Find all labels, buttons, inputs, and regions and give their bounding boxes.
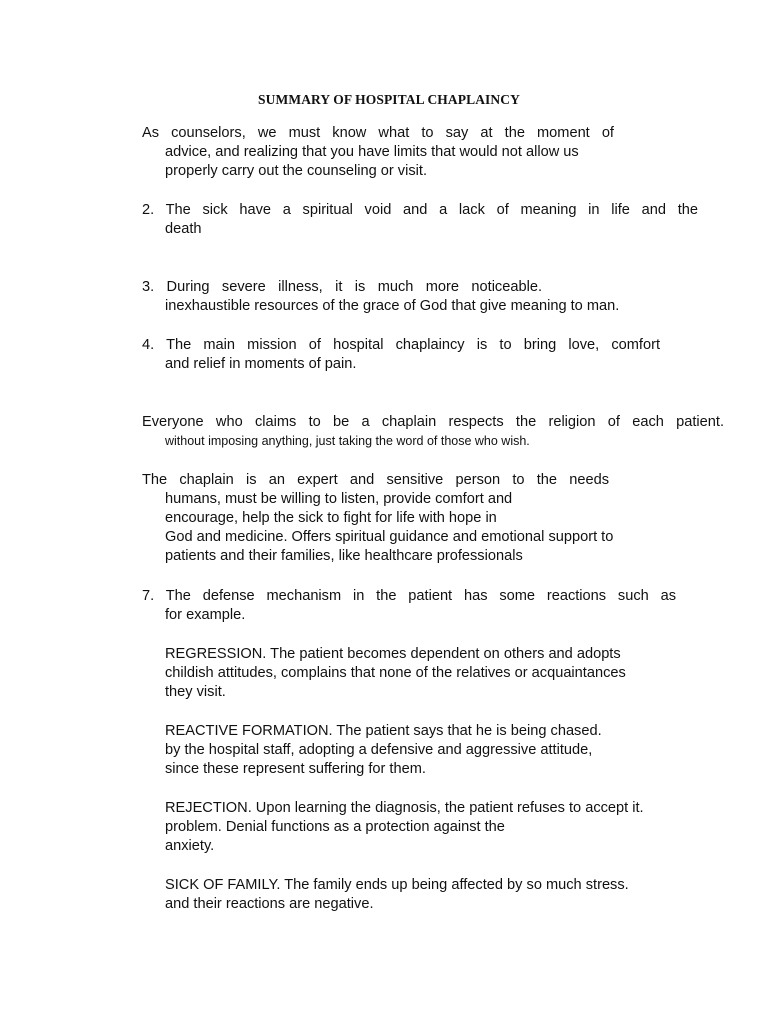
item-2-line-1: 2. The sick have a spiritual void and a lack of meaning in life and the (142, 202, 698, 218)
rejection-line-1: REJECTION. Upon learning the diagnosis, the patient refuses to accept it. (165, 800, 644, 816)
sick-of-family-line-1: SICK OF FAMILY. The family ends up being affected by so much stress. (165, 877, 629, 893)
reactive-formation-line-1: REACTIVE FORMATION. The patient says that he is being chased. (165, 723, 602, 739)
item-4-line-2: and relief in moments of pain. (165, 356, 357, 372)
paragraph-1-line-3: properly carry out the counseling or visit. (165, 163, 427, 179)
reactive-formation-line-3: since these represent suffering for them. (165, 761, 426, 777)
rejection-line-3: anxiety. (165, 838, 215, 854)
paragraph-6-line-4: God and medicine. Offers spiritual guidance and emotional support to (165, 529, 614, 545)
paragraph-5-line-2: without imposing anything, just taking the word of those who wish. (165, 434, 530, 448)
item-7-line-1: 7. The defense mechanism in the patient has some reactions such as (142, 588, 676, 604)
item-3-line-2: inexhaustible resources of the grace of God that give meaning to man. (165, 298, 620, 314)
regression-line-3: they visit. (165, 684, 226, 700)
item-4-line-1: 4. The main mission of hospital chaplaincy is to bring love, comfort (142, 337, 660, 353)
paragraph-1-line-1: As counselors, we must know what to say at the moment of (142, 125, 614, 141)
regression-line-2: childish attitudes, complains that none of the relatives or acquaintances (165, 665, 626, 681)
item-3-line-1: 3. During severe illness, it is much more noticeable. (142, 279, 542, 295)
paragraph-6-line-5: patients and their families, like healthcare professionals (165, 548, 523, 564)
item-2-line-2: death (165, 221, 202, 237)
paragraph-5-line-1: Everyone who claims to be a chaplain respects the religion of each patient. (142, 414, 724, 430)
paragraph-6-line-3: encourage, help the sick to fight for life with hope in (165, 510, 497, 526)
paragraph-6-line-1: The chaplain is an expert and sensitive person to the needs (142, 472, 609, 488)
page-title: SUMMARY OF HOSPITAL CHAPLAINCY (258, 92, 520, 107)
rejection-line-2: problem. Denial functions as a protection against the (165, 819, 505, 835)
paragraph-1-line-2: advice, and realizing that you have limits that would not allow us (165, 144, 579, 160)
sick-of-family-line-2: and their reactions are negative. (165, 896, 374, 912)
regression-line-1: REGRESSION. The patient becomes dependent on others and adopts (165, 646, 621, 662)
paragraph-6-line-2: humans, must be willing to listen, provide comfort and (165, 491, 513, 507)
reactive-formation-line-2: by the hospital staff, adopting a defensive and aggressive attitude, (165, 742, 593, 758)
item-7-line-2: for example. (165, 607, 246, 623)
